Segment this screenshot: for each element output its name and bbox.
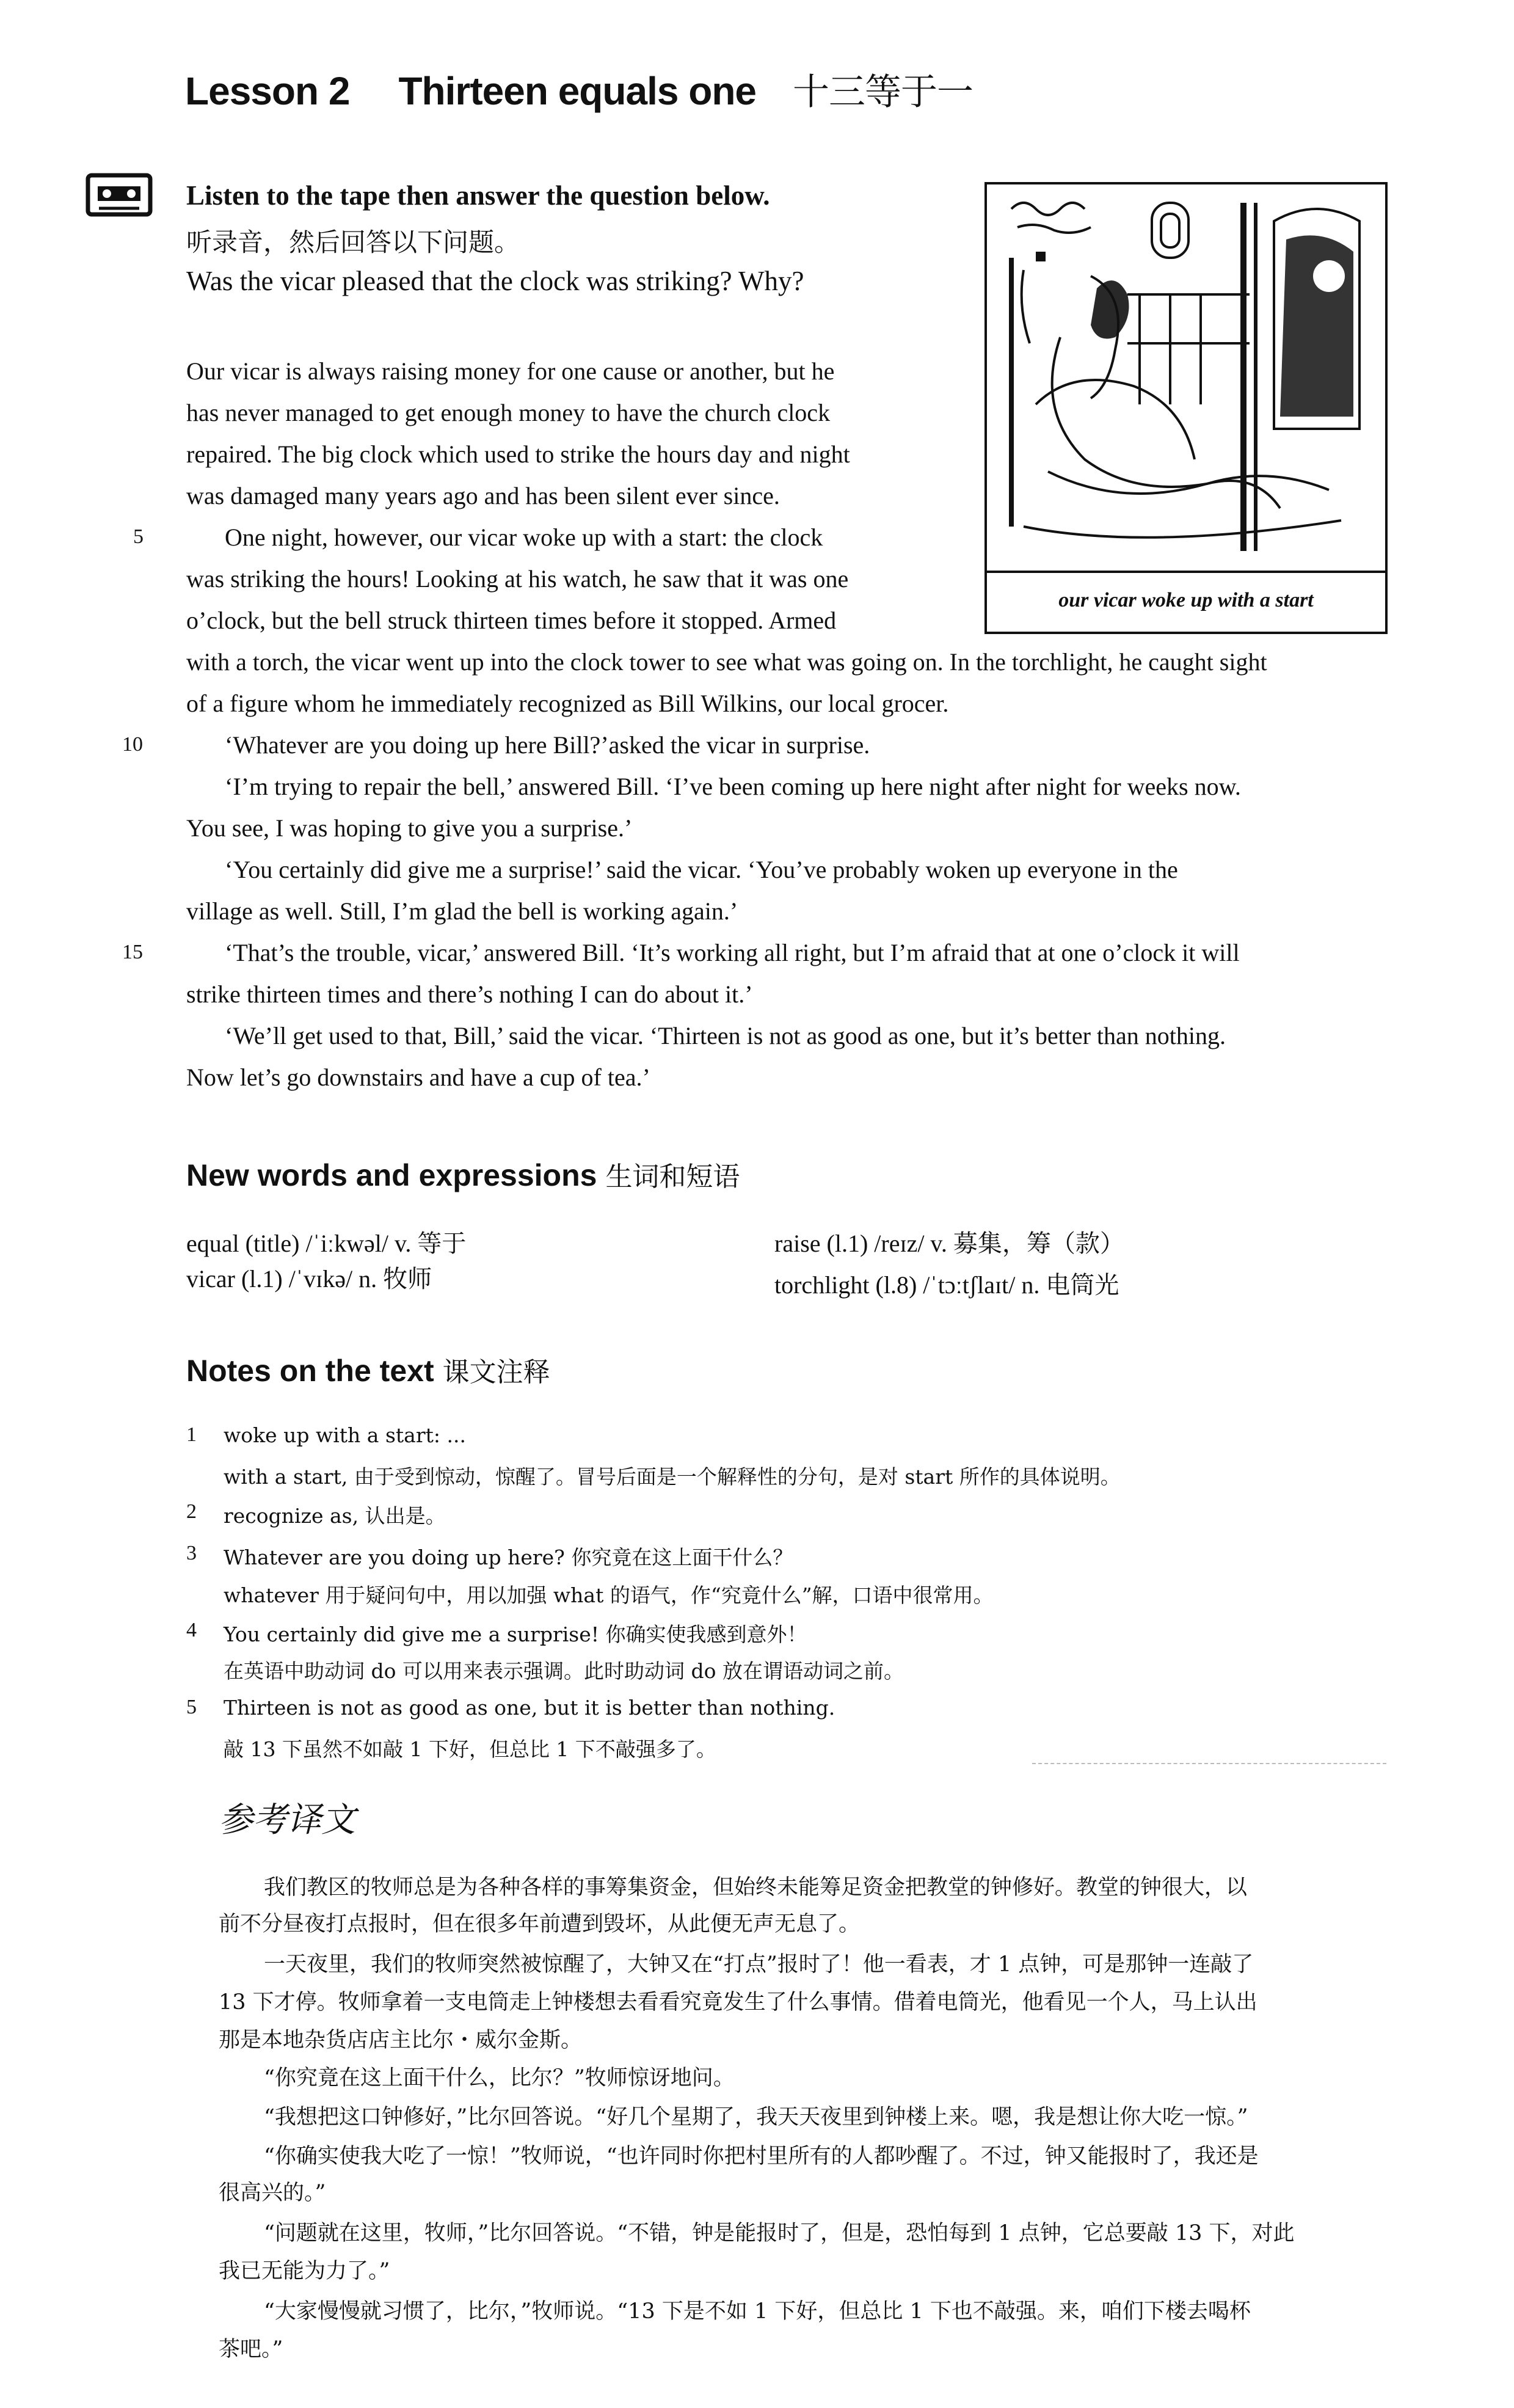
vocab-item: torchlight (l.8) /ˈtɔːtʃlaɪt/ n. 电筒光	[774, 1271, 1119, 1299]
vocab-item: equal (title) /ˈiːkwəl/ v. 等于	[186, 1230, 467, 1257]
passage-line: repaired. The big clock which used to strike the hours day and night	[186, 440, 850, 468]
passage-line: of a figure whom he immediately recognized as Bill Wilkins, our local grocer.	[186, 690, 949, 717]
illustration-frame	[984, 182, 1388, 634]
note-line: You certainly did give me a surprise! 你确实使我感到意外！	[224, 1622, 807, 1646]
lesson-title-zh: 十三等于一	[793, 71, 973, 114]
note-line: woke up with a start: ...	[224, 1423, 466, 1447]
note-number: 1	[186, 1423, 197, 1446]
line-number: 15	[122, 941, 143, 963]
new-words-heading	[186, 1155, 740, 1194]
passage-line: ‘Whatever are you doing up here Bill?’asked the vicar in surprise.	[225, 731, 870, 759]
note-line: recognize as, 认出是。	[224, 1504, 446, 1528]
passage-line: One night, however, our vicar woke up with a start: the clock	[225, 524, 823, 551]
new-words-heading-zh: 生词和短语	[605, 1161, 740, 1192]
vicar-illustration	[987, 184, 1385, 575]
note-number: 2	[186, 1500, 197, 1523]
translation-line: “你确实使我大吃了一惊！”牧师说，“也许同时你把村里所有的人都吵醒了。不过，钟又能报时了，我还是	[264, 2144, 1259, 2169]
question: Was the vicar pleased that the clock was striking? Why?	[186, 266, 804, 296]
new-words-heading-en: New words and expressions	[186, 1158, 597, 1192]
translation-line: “问题就在这里，牧师，”比尔回答说。“不错，钟是能报时了，但是，恐怕每到 1 点钟，它总要敲 13 下，对此	[264, 2221, 1295, 2246]
caption-divider	[987, 571, 1385, 573]
note-line: Whatever are you doing up here? 你究竟在这上面干什么？	[224, 1545, 793, 1569]
note-line: 敲 13 下虽然不如敲 1 下好，但总比 1 下不敲强多了。	[224, 1737, 716, 1761]
translation-line: “大家慢慢就习惯了，比尔，”牧师说。“13 下是不如 1 下好，但总比 1 下也不敲强。来，咱们下楼去喝杯	[264, 2299, 1251, 2324]
translation-line: 很高兴的。”	[219, 2181, 326, 2205]
note-line: Thirteen is not as good as one, but it is better than nothing.	[224, 1696, 835, 1720]
note-line: 在英语中助动词 do 可以用来表示强调。此时助动词 do 放在谓语动词之前。	[224, 1659, 904, 1683]
translation-line: 13 下才停。牧师拿着一支电筒走上钟楼想去看看究竟发生了什么事情。借着电筒光，他看见一个人，马上认出	[219, 1990, 1257, 2015]
notes-heading-zh: 课文注释	[442, 1357, 550, 1388]
translation-heading: 参考译文	[219, 1800, 355, 1840]
passage-line: with a torch, the vicar went up into the clock tower to see what was going on. In the torchlight, he caught sight	[186, 648, 1267, 676]
instruction-en: Listen to the tape then answer the question below.	[186, 180, 770, 211]
translation-line: 茶吧。”	[219, 2337, 283, 2362]
note-line: with a start, 由于受到惊动，惊醒了。冒号后面是一个解释性的分句，是对 start 所作的具体说明。	[224, 1465, 1121, 1489]
note-number: 5	[186, 1696, 197, 1718]
translation-line: 前不分昼夜打点报时，但在很多年前遭到毁坏，从此便无声无息了。	[219, 1912, 861, 1936]
lesson-title-en: Thirteen equals one	[398, 69, 756, 113]
vocab-item: raise (l.1) /reɪz/ v. 募集，筹（款）	[774, 1230, 1124, 1257]
illustration-caption: our vicar woke up with a start	[1058, 589, 1314, 611]
lesson-title	[185, 63, 973, 115]
notes-heading	[186, 1350, 550, 1389]
lesson-label: Lesson 2	[185, 69, 350, 113]
note-line: whatever 用于疑问句中，用以加强 what 的语气，作“究竟什么”解，口语中很常用。	[224, 1583, 994, 1607]
translation-line: 那是本地杂货店店主比尔・威尔金斯。	[219, 2028, 583, 2052]
note-number: 3	[186, 1542, 197, 1564]
line-number: 5	[133, 525, 144, 548]
instruction-zh: 听录音，然后回答以下问题。	[186, 227, 520, 257]
passage-line: village as well. Still, I’m glad the bell is working again.’	[186, 897, 738, 925]
notes-heading-en: Notes on the text	[186, 1354, 434, 1388]
passage-line: You see, I was hoping to give you a surprise.’	[186, 814, 633, 842]
note-number: 4	[186, 1619, 197, 1641]
passage-line: has never managed to get enough money to have the church clock	[186, 399, 831, 426]
passage-line: was striking the hours! Looking at his watch, he saw that it was one	[186, 565, 849, 593]
passage-line: Now let’s go downstairs and have a cup of tea.’	[186, 1064, 650, 1091]
translation-line: 我已无能为力了。”	[219, 2259, 390, 2283]
vocab-item: vicar (l.1) /ˈvɪkə/ n. 牧师	[186, 1265, 432, 1293]
translation-line: 我们教区的牧师总是为各种各样的事筹集资金，但始终未能筹足资金把教堂的钟修好。教堂的钟很大，以	[264, 1875, 1248, 1900]
passage-line: ‘I’m trying to repair the bell,’ answered Bill. ‘I’ve been coming up here night after night for weeks now.	[225, 773, 1241, 800]
passage-line: o’clock, but the bell struck thirteen times before it stopped. Armed	[186, 607, 837, 634]
translation-line: 一天夜里，我们的牧师突然被惊醒了，大钟又在“打点”报时了！他一看表，才 1 点钟，可是那钟一连敲了	[264, 1952, 1254, 1977]
passage-line: Our vicar is always raising money for one cause or another, but he	[186, 357, 835, 385]
passage-line: strike thirteen times and there’s nothing I can do about it.’	[186, 980, 753, 1008]
cassette-tape-icon	[86, 173, 153, 217]
translation-line: “我想把这口钟修好，”比尔回答说。“好几个星期了，我天天夜里到钟楼上来。嗯，我是想让你大吃一惊。”	[264, 2105, 1248, 2129]
passage-line: was damaged many years ago and has been silent ever since.	[186, 482, 780, 509]
passage-line: ‘We’ll get used to that, Bill,’ said the vicar. ‘Thirteen is not as good as one, but it’s better than nothing.	[225, 1022, 1226, 1049]
divider	[1032, 1763, 1386, 1764]
passage-line: ‘You certainly did give me a surprise!’ said the vicar. ‘You’ve probably woken up everyone in the	[225, 856, 1178, 883]
line-number: 10	[122, 733, 143, 756]
passage-line: ‘That’s the trouble, vicar,’ answered Bill. ‘It’s working all right, but I’m afraid that at one o’clock it will	[225, 939, 1240, 966]
translation-line: “你究竟在这上面干什么，比尔？”牧师惊讶地问。	[264, 2066, 735, 2090]
